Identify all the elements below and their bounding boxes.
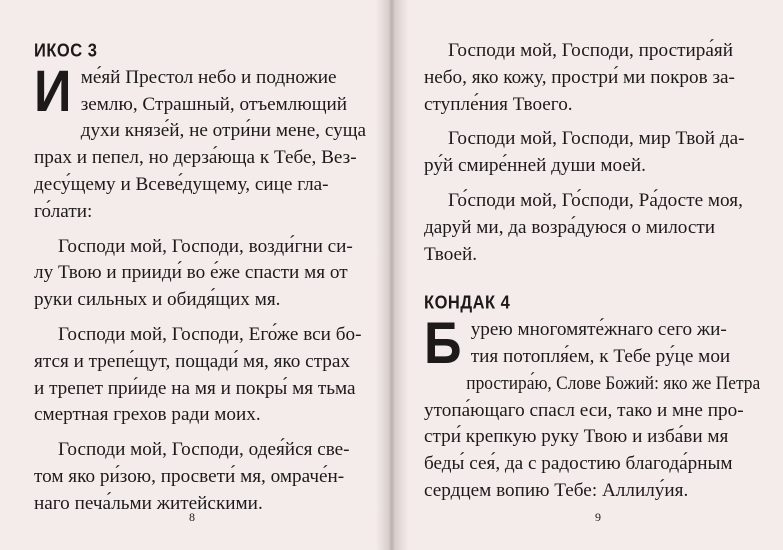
text-line: и трепет при́иде на мя и покры́ мя тьма — [34, 377, 356, 399]
ikos-heading: ИКОС 3 — [34, 41, 98, 61]
text-line: простира́ю, Слове Божий: яко же Петра — [466, 372, 761, 394]
page-number-left: 8 — [189, 510, 195, 524]
text-line: стри́ крепкую руку Твою и изба́ви мя — [424, 426, 729, 448]
text-line: лу Твою и прииди́ во е́же спасти мя от — [34, 262, 348, 284]
text-line: Господи мой, Господи, простира́яй — [448, 40, 733, 61]
ikos-paragraph-4 — [34, 437, 366, 517]
text-line: духи князе́й, не отри́ни мене, суща — [80, 120, 366, 142]
text-line: урею многомяте́жнаго сего жи- — [470, 319, 727, 341]
text-line: сердцем вопию Тебе: Аллилу́ия. — [424, 479, 689, 501]
text-line: даруй ми, да возра́дуюся о милости — [424, 216, 716, 238]
ikos-paragraph-2 — [34, 234, 366, 314]
text-line: смертная грехов ради моих. — [34, 404, 261, 426]
text-line: ятся и трепе́щут, пощади́ мя, яко страх — [34, 350, 351, 372]
text-line: тия потопля́ем, к Тебе ру́це мои — [470, 345, 731, 367]
page-number-right: 9 — [595, 510, 601, 524]
dropcap-letter: Б — [424, 311, 462, 377]
right-page-text — [424, 38, 760, 505]
text-line: Господи мой, Господи, мир Твой да- — [448, 128, 745, 150]
text-line: утопа́ющаго спасл еси, тако и мне про- — [424, 399, 744, 421]
text-line: ступле́ния Твоего. — [424, 93, 573, 115]
text-line: Господи мой, Господи, Его́же вси бо- — [58, 323, 362, 345]
text-line: ме́яй Престол небо и подножие — [80, 66, 337, 88]
kondak-heading: КОНДАК 4 — [424, 293, 511, 314]
text-line: го́лати: — [34, 200, 93, 222]
ikos-dropcap-paragraph — [34, 58, 366, 226]
kondak-dropcap-paragraph — [424, 311, 761, 505]
text-line: Господи мой, Господи, возди́гни си- — [58, 235, 353, 257]
right-paragraph-1 — [424, 38, 760, 118]
text-line: Твоей. — [424, 243, 478, 265]
right-paragraph-3 — [424, 188, 760, 268]
book-gutter — [376, 0, 408, 550]
text-line: том яко ри́зою, просвети́ мя, омраче́н- — [34, 465, 345, 487]
text-line: Го́споди мой, Го́споди, Ра́досте моя, — [448, 189, 743, 211]
text-line: десу́щему и Всеве́дущему, сице гла- — [34, 173, 329, 195]
text-line: руки сильных и обидя́щих мя. — [34, 289, 281, 311]
right-paragraph-2 — [424, 126, 760, 180]
dropcap-letter: И — [34, 58, 72, 124]
ikos-paragraph-3 — [34, 322, 366, 429]
text-line: беды́ сея́, да с радостию благода́рным — [424, 453, 733, 475]
text-line: ру́й смире́нней души моей. — [424, 155, 646, 177]
left-page-text — [34, 38, 366, 518]
text-line: прах и пепел, но дерза́юща к Тебе, Вез- — [34, 147, 357, 169]
text-line: землю, Страшный, отъемлющий — [80, 93, 348, 115]
text-line: небо, яко кожу, простри́ ми покров за- — [424, 66, 735, 88]
text-line: Господи мой, Господи, одея́йся све- — [58, 439, 350, 461]
text-line: наго печа́льми житейскими. — [34, 492, 263, 514]
